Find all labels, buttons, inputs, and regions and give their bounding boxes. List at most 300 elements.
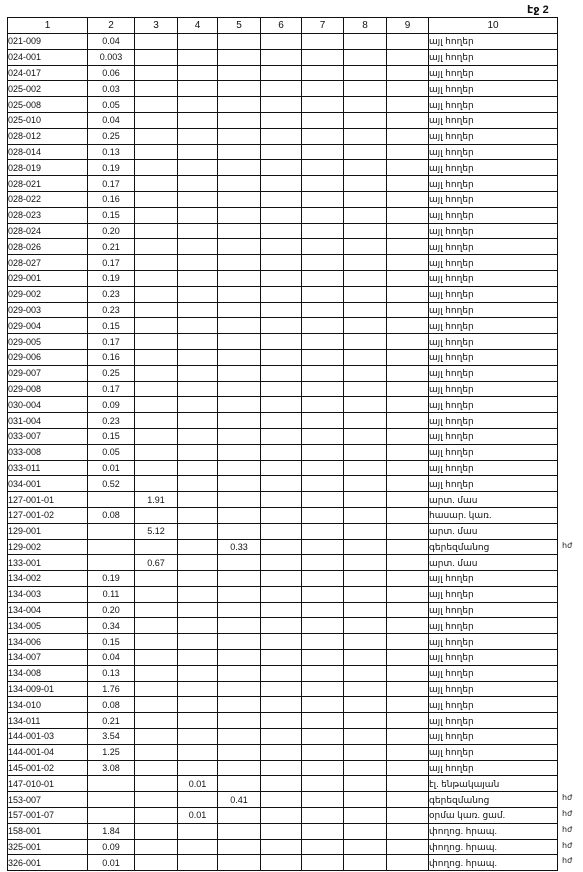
land-type-cell: այլ հողեր	[429, 602, 558, 618]
empty-cell	[302, 634, 344, 650]
col2-value-cell: 0.05	[88, 97, 135, 113]
col3-value-cell	[135, 839, 178, 855]
col5-value-cell	[218, 634, 261, 650]
empty-cell	[302, 571, 344, 587]
land-type-cell: այլ հողեր	[429, 302, 558, 318]
land-type-cell: այլ հողեր	[429, 239, 558, 255]
table-row	[8, 128, 558, 144]
col5-value-cell	[218, 318, 261, 334]
empty-cell	[344, 413, 387, 429]
empty-cell	[302, 839, 344, 855]
col2-value-cell: 0.52	[88, 476, 135, 492]
empty-cell	[261, 586, 302, 602]
empty-cell	[302, 460, 344, 476]
empty-cell	[302, 191, 344, 207]
parcel-code-cell: 134-009-01	[8, 681, 88, 697]
empty-cell	[261, 112, 302, 128]
parcel-code-cell: 029-006	[8, 349, 88, 365]
empty-cell	[344, 444, 387, 460]
empty-cell	[261, 160, 302, 176]
empty-cell	[344, 839, 387, 855]
land-type-cell: այլ հողեր	[429, 191, 558, 207]
empty-cell	[302, 808, 344, 824]
col3-value-cell	[135, 476, 178, 492]
col4-value-cell	[178, 729, 218, 745]
col3-value-cell: 1.91	[135, 492, 178, 508]
col5-value-cell	[218, 476, 261, 492]
col3-value-cell	[135, 349, 178, 365]
col3-value-cell	[135, 776, 178, 792]
empty-cell	[387, 302, 429, 318]
col2-value-cell: 0.15	[88, 207, 135, 223]
col2-value-cell: 1.25	[88, 744, 135, 760]
empty-cell	[387, 602, 429, 618]
parcel-code-cell: 134-008	[8, 665, 88, 681]
parcel-code-cell: 029-005	[8, 334, 88, 350]
empty-cell	[261, 413, 302, 429]
empty-cell	[261, 650, 302, 666]
land-type-cell: այլ հողեր	[429, 207, 558, 223]
column-header: 3	[135, 18, 178, 34]
land-type-cell: այլ հողեր	[429, 128, 558, 144]
col4-value-cell	[178, 555, 218, 571]
land-type-cell: այլ հողեր	[429, 681, 558, 697]
empty-cell	[344, 128, 387, 144]
empty-cell	[344, 460, 387, 476]
parcel-code-cell: 029-007	[8, 365, 88, 381]
empty-cell	[387, 808, 429, 824]
empty-cell	[344, 523, 387, 539]
table-row	[8, 207, 558, 223]
empty-cell	[261, 176, 302, 192]
land-type-cell: գերեզմանոց	[429, 792, 558, 808]
empty-cell	[387, 239, 429, 255]
col4-value-cell: 0.01	[178, 776, 218, 792]
table-row	[8, 713, 558, 729]
land-type-cell: այլ հողեր	[429, 713, 558, 729]
margin-mark: հժ	[562, 841, 573, 850]
empty-cell	[387, 160, 429, 176]
empty-cell	[261, 144, 302, 160]
empty-cell	[387, 523, 429, 539]
land-type-cell: այլ հողեր	[429, 223, 558, 239]
col5-value-cell	[218, 823, 261, 839]
land-type-cell: այլ հողեր	[429, 381, 558, 397]
col3-value-cell	[135, 49, 178, 65]
col4-value-cell	[178, 128, 218, 144]
land-type-cell: այլ հողեր	[429, 112, 558, 128]
table-row	[8, 49, 558, 65]
col3-value-cell	[135, 365, 178, 381]
empty-cell	[302, 239, 344, 255]
parcel-code-cell: 025-010	[8, 112, 88, 128]
col3-value-cell	[135, 255, 178, 271]
col2-value-cell: 0.13	[88, 144, 135, 160]
empty-cell	[344, 144, 387, 160]
col2-value-cell: 0.05	[88, 444, 135, 460]
land-type-cell: այլ հողեր	[429, 334, 558, 350]
empty-cell	[387, 334, 429, 350]
parcel-code-cell: 144-001-04	[8, 744, 88, 760]
table-row	[8, 397, 558, 413]
parcel-code-cell: 134-004	[8, 602, 88, 618]
empty-cell	[387, 460, 429, 476]
empty-cell	[261, 808, 302, 824]
col5-value-cell	[218, 665, 261, 681]
table-row	[8, 618, 558, 634]
empty-cell	[344, 729, 387, 745]
empty-cell	[344, 397, 387, 413]
col4-value-cell	[178, 665, 218, 681]
col5-value-cell	[218, 144, 261, 160]
empty-cell	[344, 760, 387, 776]
column-header: 9	[387, 18, 429, 34]
col5-value-cell	[218, 270, 261, 286]
col4-value-cell	[178, 444, 218, 460]
col4-value-cell	[178, 207, 218, 223]
col2-value-cell: 0.34	[88, 618, 135, 634]
empty-cell	[387, 397, 429, 413]
parcel-code-cell: 024-001	[8, 49, 88, 65]
empty-cell	[387, 49, 429, 65]
col4-value-cell	[178, 713, 218, 729]
col5-value-cell	[218, 207, 261, 223]
empty-cell	[302, 365, 344, 381]
margin-mark: հժ	[562, 856, 573, 865]
col3-value-cell	[135, 539, 178, 555]
empty-cell	[344, 665, 387, 681]
col4-value-cell	[178, 855, 218, 871]
empty-cell	[302, 618, 344, 634]
col3-value-cell	[135, 634, 178, 650]
col5-value-cell	[218, 49, 261, 65]
col2-value-cell: 0.06	[88, 65, 135, 81]
land-type-cell: այլ հողեր	[429, 634, 558, 650]
col2-value-cell: 0.19	[88, 270, 135, 286]
col5-value-cell	[218, 223, 261, 239]
empty-cell	[261, 428, 302, 444]
col4-value-cell	[178, 476, 218, 492]
land-type-cell: փողոց. հրապ.	[429, 839, 558, 855]
empty-cell	[344, 191, 387, 207]
parcel-code-cell: 028-022	[8, 191, 88, 207]
col3-value-cell	[135, 460, 178, 476]
empty-cell	[261, 792, 302, 808]
col3-value-cell	[135, 270, 178, 286]
table-row	[8, 523, 558, 539]
col3-value-cell	[135, 239, 178, 255]
empty-cell	[387, 697, 429, 713]
land-type-cell: այլ հողեր	[429, 144, 558, 160]
land-type-cell: այլ հողեր	[429, 286, 558, 302]
col5-value-cell	[218, 760, 261, 776]
parcel-code-cell: 025-008	[8, 97, 88, 113]
col3-value-cell	[135, 302, 178, 318]
empty-cell	[261, 460, 302, 476]
col4-value-cell	[178, 176, 218, 192]
col4-value-cell	[178, 97, 218, 113]
empty-cell	[302, 792, 344, 808]
empty-cell	[302, 697, 344, 713]
parcel-code-cell: 033-007	[8, 428, 88, 444]
col2-value-cell	[88, 539, 135, 555]
col3-value-cell	[135, 792, 178, 808]
empty-cell	[302, 507, 344, 523]
col2-value-cell: 0.04	[88, 650, 135, 666]
parcel-code-cell: 024-017	[8, 65, 88, 81]
empty-cell	[387, 413, 429, 429]
parcel-code-cell: 145-001-02	[8, 760, 88, 776]
col5-value-cell	[218, 302, 261, 318]
header-row	[8, 18, 558, 34]
land-type-cell: այլ հողեր	[429, 571, 558, 587]
empty-cell	[302, 665, 344, 681]
empty-cell	[344, 476, 387, 492]
empty-cell	[387, 286, 429, 302]
col5-value-cell	[218, 507, 261, 523]
empty-cell	[261, 444, 302, 460]
empty-cell	[302, 381, 344, 397]
table-row	[8, 144, 558, 160]
parcel-code-cell: 033-008	[8, 444, 88, 460]
parcel-code-cell: 028-023	[8, 207, 88, 223]
col5-value-cell: 0.33	[218, 539, 261, 555]
table-row	[8, 792, 558, 808]
table-row	[8, 650, 558, 666]
parcel-code-cell: 127-001-01	[8, 492, 88, 508]
col3-value-cell	[135, 602, 178, 618]
parcel-code-cell: 134-006	[8, 634, 88, 650]
parcel-code-cell: 029-004	[8, 318, 88, 334]
empty-cell	[261, 286, 302, 302]
empty-cell	[261, 760, 302, 776]
land-type-cell: այլ հողեր	[429, 81, 558, 97]
empty-cell	[302, 539, 344, 555]
col3-value-cell	[135, 65, 178, 81]
land-type-cell: այլ հողեր	[429, 729, 558, 745]
parcel-code-cell: 030-004	[8, 397, 88, 413]
empty-cell	[302, 729, 344, 745]
table-row	[8, 112, 558, 128]
col3-value-cell	[135, 571, 178, 587]
table-row	[8, 286, 558, 302]
col3-value-cell	[135, 160, 178, 176]
empty-cell	[302, 81, 344, 97]
empty-cell	[344, 160, 387, 176]
parcel-code-cell: 127-001-02	[8, 507, 88, 523]
empty-cell	[261, 302, 302, 318]
col5-value-cell	[218, 413, 261, 429]
parcel-code-cell: 134-005	[8, 618, 88, 634]
empty-cell	[302, 65, 344, 81]
empty-cell	[387, 539, 429, 555]
col2-value-cell: 0.16	[88, 191, 135, 207]
empty-cell	[261, 381, 302, 397]
col4-value-cell	[178, 428, 218, 444]
land-type-cell: այլ հողեր	[429, 618, 558, 634]
empty-cell	[387, 318, 429, 334]
col3-value-cell	[135, 381, 178, 397]
col3-value-cell	[135, 507, 178, 523]
table-row	[8, 223, 558, 239]
empty-cell	[344, 34, 387, 50]
col5-value-cell	[218, 112, 261, 128]
empty-cell	[344, 792, 387, 808]
col3-value-cell	[135, 729, 178, 745]
empty-cell	[387, 665, 429, 681]
col4-value-cell	[178, 286, 218, 302]
col4-value-cell	[178, 302, 218, 318]
land-type-cell: այլ հողեր	[429, 49, 558, 65]
empty-cell	[344, 112, 387, 128]
col4-value-cell	[178, 239, 218, 255]
column-header: 4	[178, 18, 218, 34]
empty-cell	[261, 476, 302, 492]
parcel-code-cell: 144-001-03	[8, 729, 88, 745]
empty-cell	[261, 65, 302, 81]
parcel-code-cell: 153-007	[8, 792, 88, 808]
col4-value-cell	[178, 255, 218, 271]
empty-cell	[387, 207, 429, 223]
empty-cell	[261, 507, 302, 523]
empty-cell	[344, 650, 387, 666]
table-row	[8, 476, 558, 492]
empty-cell	[387, 365, 429, 381]
col2-value-cell: 0.25	[88, 365, 135, 381]
empty-cell	[344, 302, 387, 318]
table-body	[8, 34, 558, 871]
table-row	[8, 160, 558, 176]
empty-cell	[302, 855, 344, 871]
col5-value-cell	[218, 571, 261, 587]
col4-value-cell	[178, 507, 218, 523]
empty-cell	[261, 855, 302, 871]
column-header: 10	[429, 18, 558, 34]
col5-value-cell	[218, 681, 261, 697]
col2-value-cell: 1.84	[88, 823, 135, 839]
table-row	[8, 776, 558, 792]
col4-value-cell	[178, 460, 218, 476]
col5-value-cell	[218, 713, 261, 729]
empty-cell	[387, 270, 429, 286]
col3-value-cell	[135, 665, 178, 681]
col5-value-cell	[218, 381, 261, 397]
col3-value-cell	[135, 650, 178, 666]
table-row	[8, 697, 558, 713]
empty-cell	[302, 476, 344, 492]
land-type-cell: հասար. կառ.	[429, 507, 558, 523]
empty-cell	[387, 255, 429, 271]
empty-cell	[302, 523, 344, 539]
table-row	[8, 839, 558, 855]
col4-value-cell	[178, 270, 218, 286]
table-row	[8, 270, 558, 286]
col2-value-cell: 0.19	[88, 571, 135, 587]
empty-cell	[344, 381, 387, 397]
empty-cell	[302, 823, 344, 839]
land-type-cell: այլ հողեր	[429, 160, 558, 176]
parcel-code-cell: 033-011	[8, 460, 88, 476]
land-type-cell: այլ հողեր	[429, 760, 558, 776]
col5-value-cell	[218, 555, 261, 571]
empty-cell	[387, 586, 429, 602]
parcel-code-cell: 025-002	[8, 81, 88, 97]
col4-value-cell	[178, 34, 218, 50]
col5-value-cell	[218, 34, 261, 50]
land-type-cell: այլ հողեր	[429, 176, 558, 192]
empty-cell	[344, 255, 387, 271]
empty-cell	[344, 239, 387, 255]
empty-cell	[387, 176, 429, 192]
col2-value-cell	[88, 776, 135, 792]
empty-cell	[261, 239, 302, 255]
column-header: 6	[261, 18, 302, 34]
empty-cell	[387, 223, 429, 239]
margin-mark: հժ	[562, 541, 573, 550]
table-row	[8, 255, 558, 271]
table-row	[8, 81, 558, 97]
land-parcel-table	[7, 17, 558, 871]
land-type-cell: այլ հողեր	[429, 476, 558, 492]
parcel-code-cell: 028-012	[8, 128, 88, 144]
col4-value-cell	[178, 112, 218, 128]
land-type-cell: այլ հողեր	[429, 586, 558, 602]
col2-value-cell: 0.08	[88, 507, 135, 523]
col3-value-cell	[135, 744, 178, 760]
empty-cell	[302, 776, 344, 792]
empty-cell	[387, 65, 429, 81]
table-row	[8, 665, 558, 681]
col4-value-cell	[178, 634, 218, 650]
col4-value-cell	[178, 413, 218, 429]
empty-cell	[261, 34, 302, 50]
land-type-cell: այլ հողեր	[429, 650, 558, 666]
empty-cell	[302, 223, 344, 239]
col4-value-cell	[178, 144, 218, 160]
col3-value-cell	[135, 713, 178, 729]
empty-cell	[387, 34, 429, 50]
col4-value-cell	[178, 650, 218, 666]
parcel-code-cell: 029-001	[8, 270, 88, 286]
empty-cell	[261, 571, 302, 587]
col2-value-cell: 0.15	[88, 428, 135, 444]
empty-cell	[387, 618, 429, 634]
margin-mark: հժ	[562, 825, 573, 834]
column-header: 7	[302, 18, 344, 34]
empty-cell	[344, 539, 387, 555]
col4-value-cell	[178, 492, 218, 508]
col2-value-cell: 0.17	[88, 255, 135, 271]
col5-value-cell	[218, 650, 261, 666]
col2-value-cell	[88, 808, 135, 824]
col5-value-cell	[218, 729, 261, 745]
table-row	[8, 760, 558, 776]
empty-cell	[302, 160, 344, 176]
parcel-code-cell: 134-007	[8, 650, 88, 666]
empty-cell	[261, 270, 302, 286]
empty-cell	[302, 349, 344, 365]
col4-value-cell	[178, 397, 218, 413]
empty-cell	[302, 255, 344, 271]
empty-cell	[387, 191, 429, 207]
col4-value-cell	[178, 349, 218, 365]
empty-cell	[387, 444, 429, 460]
land-type-cell: արտ. մաս	[429, 555, 558, 571]
table-row	[8, 555, 558, 571]
empty-cell	[261, 365, 302, 381]
col3-value-cell	[135, 207, 178, 223]
land-type-cell: այլ հողեր	[429, 97, 558, 113]
